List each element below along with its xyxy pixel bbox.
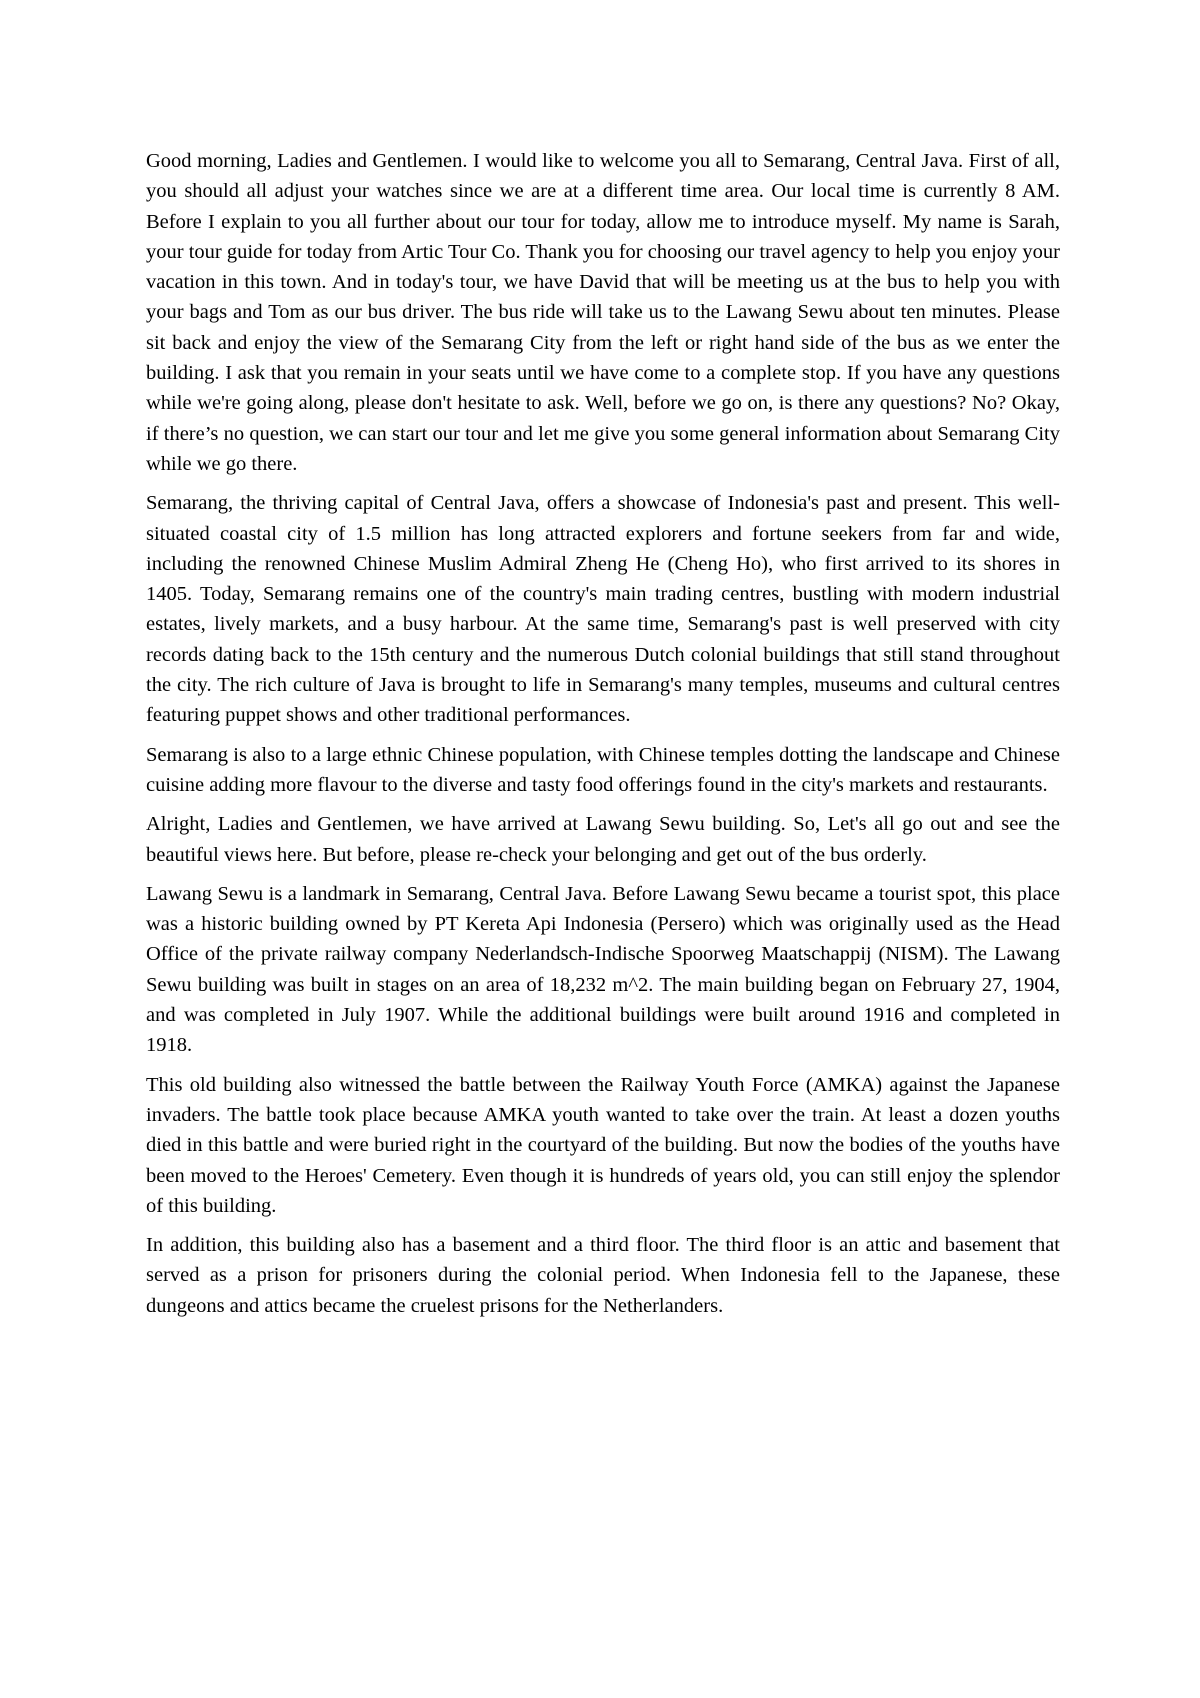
paragraph-lawang-sewu-history: Lawang Sewu is a landmark in Semarang, Central Java. Before Lawang Sewu became a tourist spot, this place was a historic building owned by PT Kereta Api Indonesia (Persero) which was originally used as the Head Office of the private railway company Nederlandsch-Indische Spoorweg Maatschappij (NISM). The Lawang Sewu building was built in stages on an area of 18,232 m^2. The main building began on February 27, 1904, and was completed in July 1907. While the additional buildings were built around 1916 and completed in 1918. <box>146 882 1060 1057</box>
paragraph-chinese-population: Semarang is also to a large ethnic Chinese population, with Chinese temples dotting the landscape and Chinese cuisine adding more flavour to the diverse and tasty food offerings found in the city's markets and restaurants. <box>146 743 1060 796</box>
paragraph-welcome: Good morning, Ladies and Gentlemen. I would like to welcome you all to Semarang, Central Java. First of all, you should all adjust your watches since we are at a different time area. Our local time is currently 8 AM. Before I explain to you all further about our tour for today, allow me to introduce myself. My name is Sarah, your tour guide for today from Artic Tour Co. Thank you for choosing our travel agency to help you enjoy your vacation in this town. And in today's tour, we have David that will be meeting us at the bus to help you with your bags and Tom as our bus driver. The bus ride will take us to the Lawang Sewu about ten minutes. Please sit back and enjoy the view of the Semarang City from the left or right hand side of the bus as we enter the building. I ask that you remain in your seats until we have come to a complete stop. If you have any questions while we're going along, please don't hesitate to ask. Well, before we go on, is there any questions? No? Okay, if there’s no question, we can start our tour and let me give you some general information about Semarang City while we go there. <box>146 150 1060 475</box>
document-body <box>146 146 1060 1330</box>
paragraph-arrival: Alright, Ladies and Gentlemen, we have arrived at Lawang Sewu building. So, Let's all go out and see the beautiful views here. But before, please re-check your belonging and get out of the bus orderly. <box>146 813 1060 866</box>
paragraph-semarang-overview: Semarang, the thriving capital of Central Java, offers a showcase of Indonesia's past and present. This well-situated coastal city of 1.5 million has long attracted explorers and fortune seekers from far and wide, including the renowned Chinese Muslim Admiral Zheng He (Cheng Ho), who first arrived to its shores in 1405. Today, Semarang remains one of the country's main trading centres, bustling with modern industrial estates, lively markets, and a busy harbour. At the same time, Semarang's past is well preserved with city records dating back to the 15th century and the numerous Dutch colonial buildings that still stand throughout the city. The rich culture of Java is brought to life in Semarang's many temples, museums and cultural centres featuring puppet shows and other traditional performances. <box>146 492 1060 727</box>
paragraph-battle: This old building also witnessed the battle between the Railway Youth Force (AMKA) against the Japanese invaders. The battle took place because AMKA youth wanted to take over the train. At least a dozen youths died in this battle and were buried right in the courtyard of the building. But now the bodies of the youths have been moved to the Heroes' Cemetery. Even though it is hundreds of years old, you can still enjoy the splendor of this building. <box>146 1073 1060 1217</box>
paragraph-basement-attic: In addition, this building also has a basement and a third floor. The third floor is an attic and basement that served as a prison for prisoners during the colonial period. When Indonesia fell to the Japanese, these dungeons and attics became the cruelest prisons for the Netherlanders. <box>146 1234 1060 1317</box>
